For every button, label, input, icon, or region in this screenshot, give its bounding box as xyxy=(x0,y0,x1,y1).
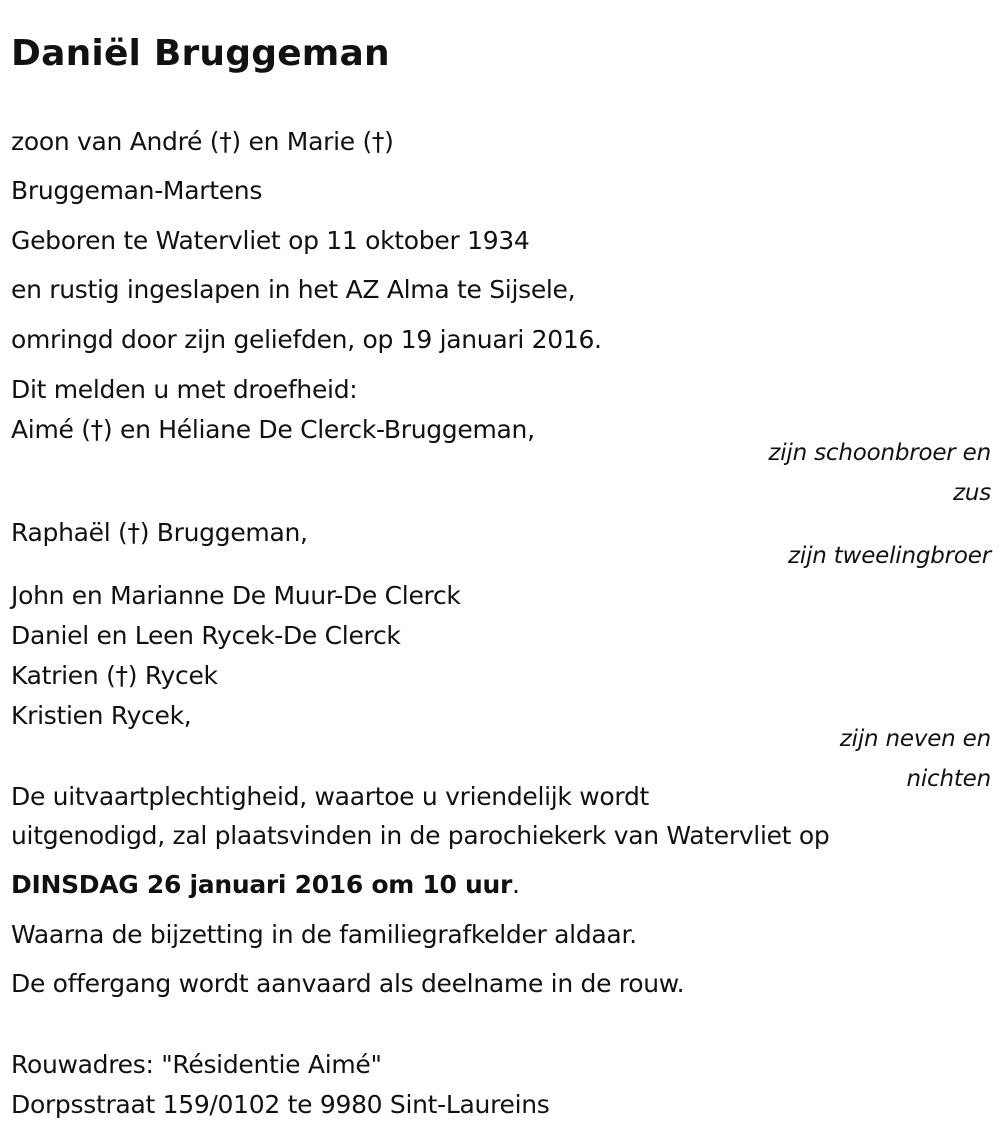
family-role-line: zijn schoonbroer en xyxy=(768,440,991,466)
death-date-line: omringd door zijn geliefden, op 19 januari 2016. xyxy=(11,325,602,354)
family-name-line: Kristien Rycek, xyxy=(11,701,192,730)
family-name-line: Katrien (†) Rycek xyxy=(11,661,218,690)
funeral-line: uitgenodigd, zal plaatsvinden in de parochiekerk van Watervliet op xyxy=(11,821,830,850)
parents-surname-line: Bruggeman-Martens xyxy=(11,176,263,205)
offering-line: De offergang wordt aanvaard als deelname in de rouw. xyxy=(11,969,685,998)
family-role-line: zijn neven en xyxy=(839,726,991,752)
family-role-line: zus xyxy=(952,480,991,506)
funeral-date-line xyxy=(11,870,520,899)
family-role-line: zijn tweelingbroer xyxy=(788,543,991,569)
family-role-line: nichten xyxy=(906,766,991,792)
family-name-line: Daniel en Leen Rycek-De Clerck xyxy=(11,621,401,650)
street-address-line: Dorpsstraat 159/0102 te 9980 Sint-Laureins xyxy=(11,1090,550,1119)
announcement-line: Dit melden u met droefheid: xyxy=(11,375,358,404)
birth-line: Geboren te Watervliet op 11 oktober 1934 xyxy=(11,226,530,255)
family-name-line: Raphaël (†) Bruggeman, xyxy=(11,518,308,547)
family-name-line: Aimé (†) en Héliane De Clerck-Bruggeman, xyxy=(11,415,535,444)
family-name-line: John en Marianne De Muur-De Clerck xyxy=(11,581,461,610)
death-place-line: en rustig ingeslapen in het AZ Alma te Sijsele, xyxy=(11,275,576,304)
funeral-date-suffix: . xyxy=(512,870,520,899)
funeral-line: De uitvaartplechtigheid, waartoe u vriendelijk wordt xyxy=(11,782,650,811)
burial-line: Waarna de bijzetting in de familiegrafkelder aldaar. xyxy=(11,920,637,949)
page-title: Daniël Bruggeman xyxy=(11,33,390,74)
parents-line: zoon van André (†) en Marie (†) xyxy=(11,127,394,156)
funeral-date-bold: DINSDAG 26 januari 2016 om 10 uur xyxy=(11,870,513,899)
mourning-address-line: Rouwadres: "Résidentie Aimé" xyxy=(11,1050,382,1079)
